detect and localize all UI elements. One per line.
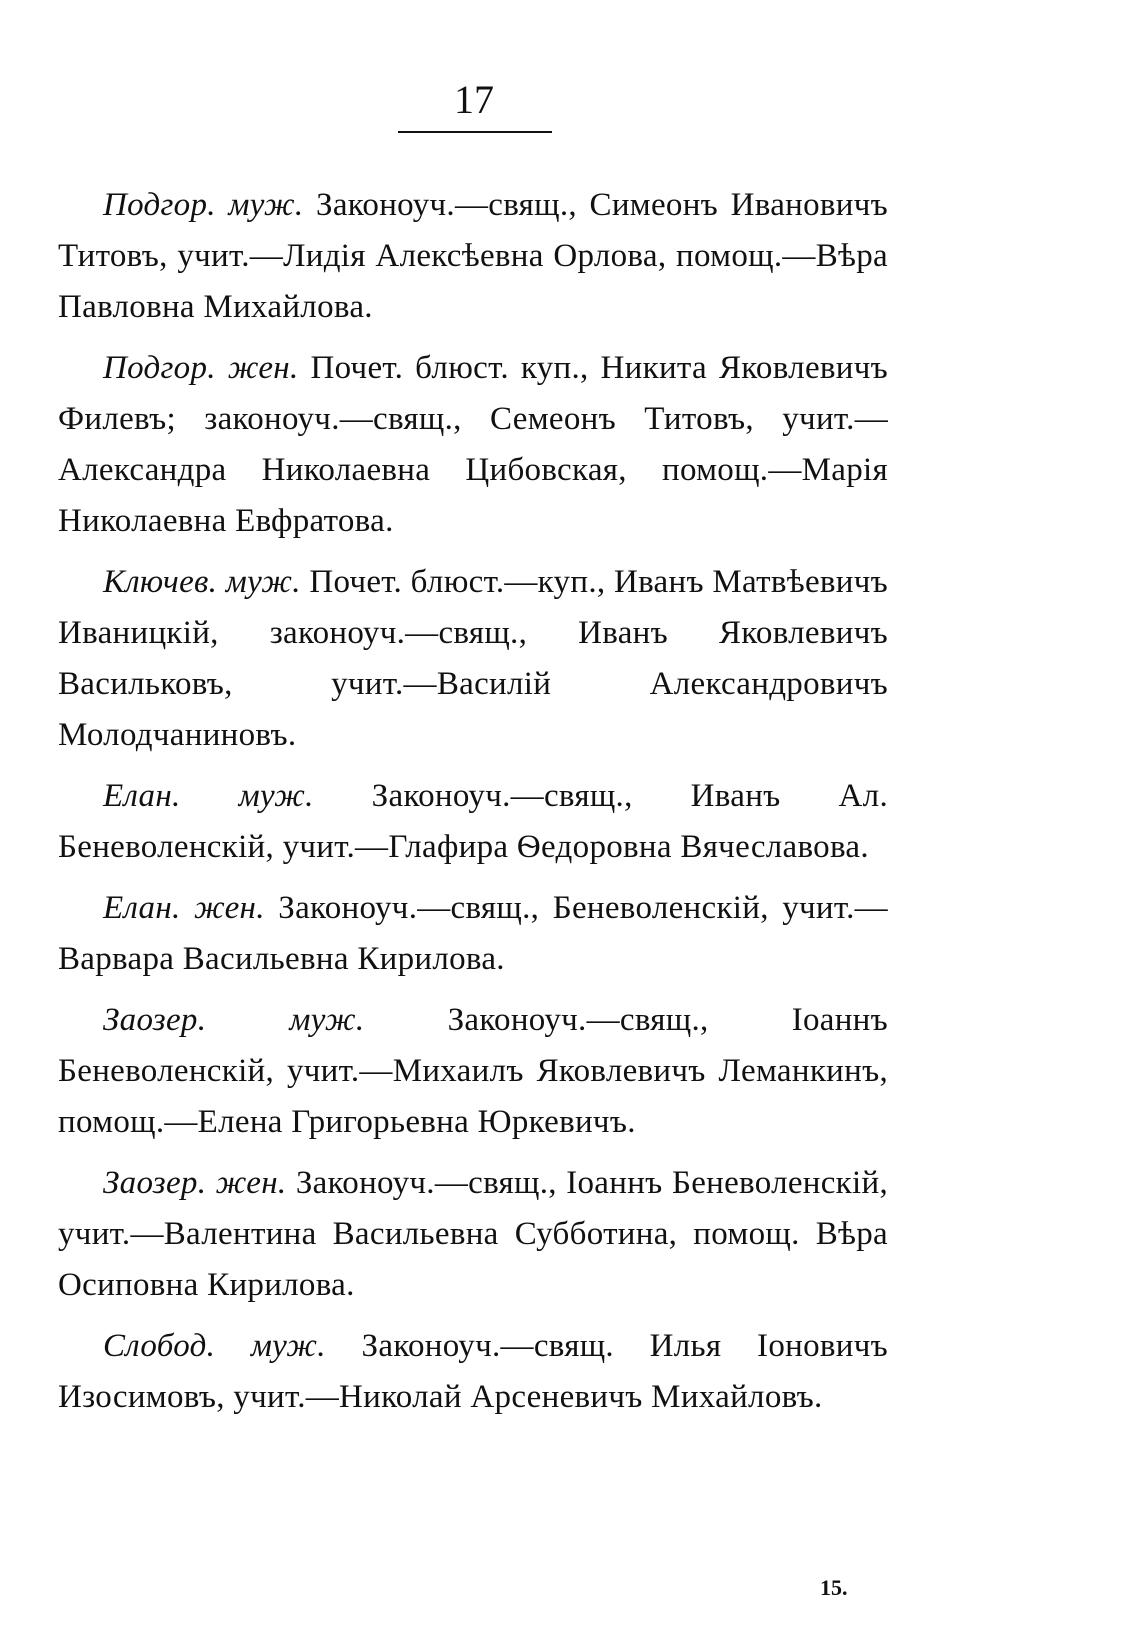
entry-text: Почет. блюст. куп., Никита Яковлевичъ Филевъ; законоуч.—свящ., Семеонъ Титовъ, учит.—Александра Николаевна Цибовская, помощ.—Марія Николаевна Евфратова. — [58, 350, 888, 539]
page-body — [58, 180, 888, 1433]
school-name: Елан. жен. — [103, 890, 265, 926]
school-entry-zaozer-male — [58, 995, 888, 1148]
header-rule — [398, 131, 552, 133]
entry-text: Законоуч.—свящ., Іоаннъ Беневоленскій, учит.—Михаилъ Яковлевичъ Леманкинъ, помощ.—Елена Григорьевна Юркевичъ. — [58, 1002, 889, 1140]
school-entry-klyuchev-male — [58, 557, 888, 761]
school-name: Ключев. муж. — [103, 564, 301, 600]
school-name: Подгор. жен. — [103, 350, 299, 386]
school-entry-elan-male — [58, 771, 888, 873]
page-number: 17 — [454, 77, 494, 122]
entry-text: Законоуч.—свящ., Іоаннъ Беневоленскій, учит.—Валентина Васильевна Субботина, помощ. Вѣра Осиповна Кирилова. — [58, 1165, 888, 1303]
school-name: Заозер. муж. — [103, 1002, 365, 1038]
school-entry-slobod-male — [58, 1321, 888, 1423]
school-name: Елан. муж. — [103, 778, 314, 814]
school-entry-podgor-female — [58, 343, 888, 547]
entry-text: Законоуч.—свящ., Иванъ Ал. Беневоленскій, учит.—Глафира Ѳедоровна Вячеславова. — [58, 778, 888, 865]
school-entry-elan-female — [58, 883, 888, 985]
school-entry-podgor-male — [58, 180, 888, 333]
entry-text: Почет. блюст.—куп., Иванъ Матвѣевичъ Иваницкій, законоуч.—свящ., Иванъ Яковлевичъ Васильковъ, учит.—Василій Александровичъ Молодчаниновъ. — [58, 564, 889, 753]
school-name: Заозер. жен. — [103, 1165, 287, 1201]
printer-signature-mark: 15. — [820, 1575, 848, 1600]
entry-text: Законоуч.—свящ., Беневоленскій, учит.—Варвара Васильевна Кирилова. — [58, 890, 888, 977]
school-entry-zaozer-female — [58, 1158, 888, 1311]
school-name: Подгор. муж. — [103, 187, 304, 223]
entry-text: Законоуч.—свящ. Илья Іоновичъ Изосимовъ, учит.—Николай Арсеневичъ Михайловъ. — [58, 1328, 889, 1415]
entry-text: Законоуч.—свящ., Симеонъ Ивановичъ Титовъ, учит.—Лидія Алексѣевна Орлова, помощ.—Вѣра Павловна Михайлова. — [58, 187, 888, 325]
school-name: Слобод. муж. — [103, 1328, 326, 1364]
